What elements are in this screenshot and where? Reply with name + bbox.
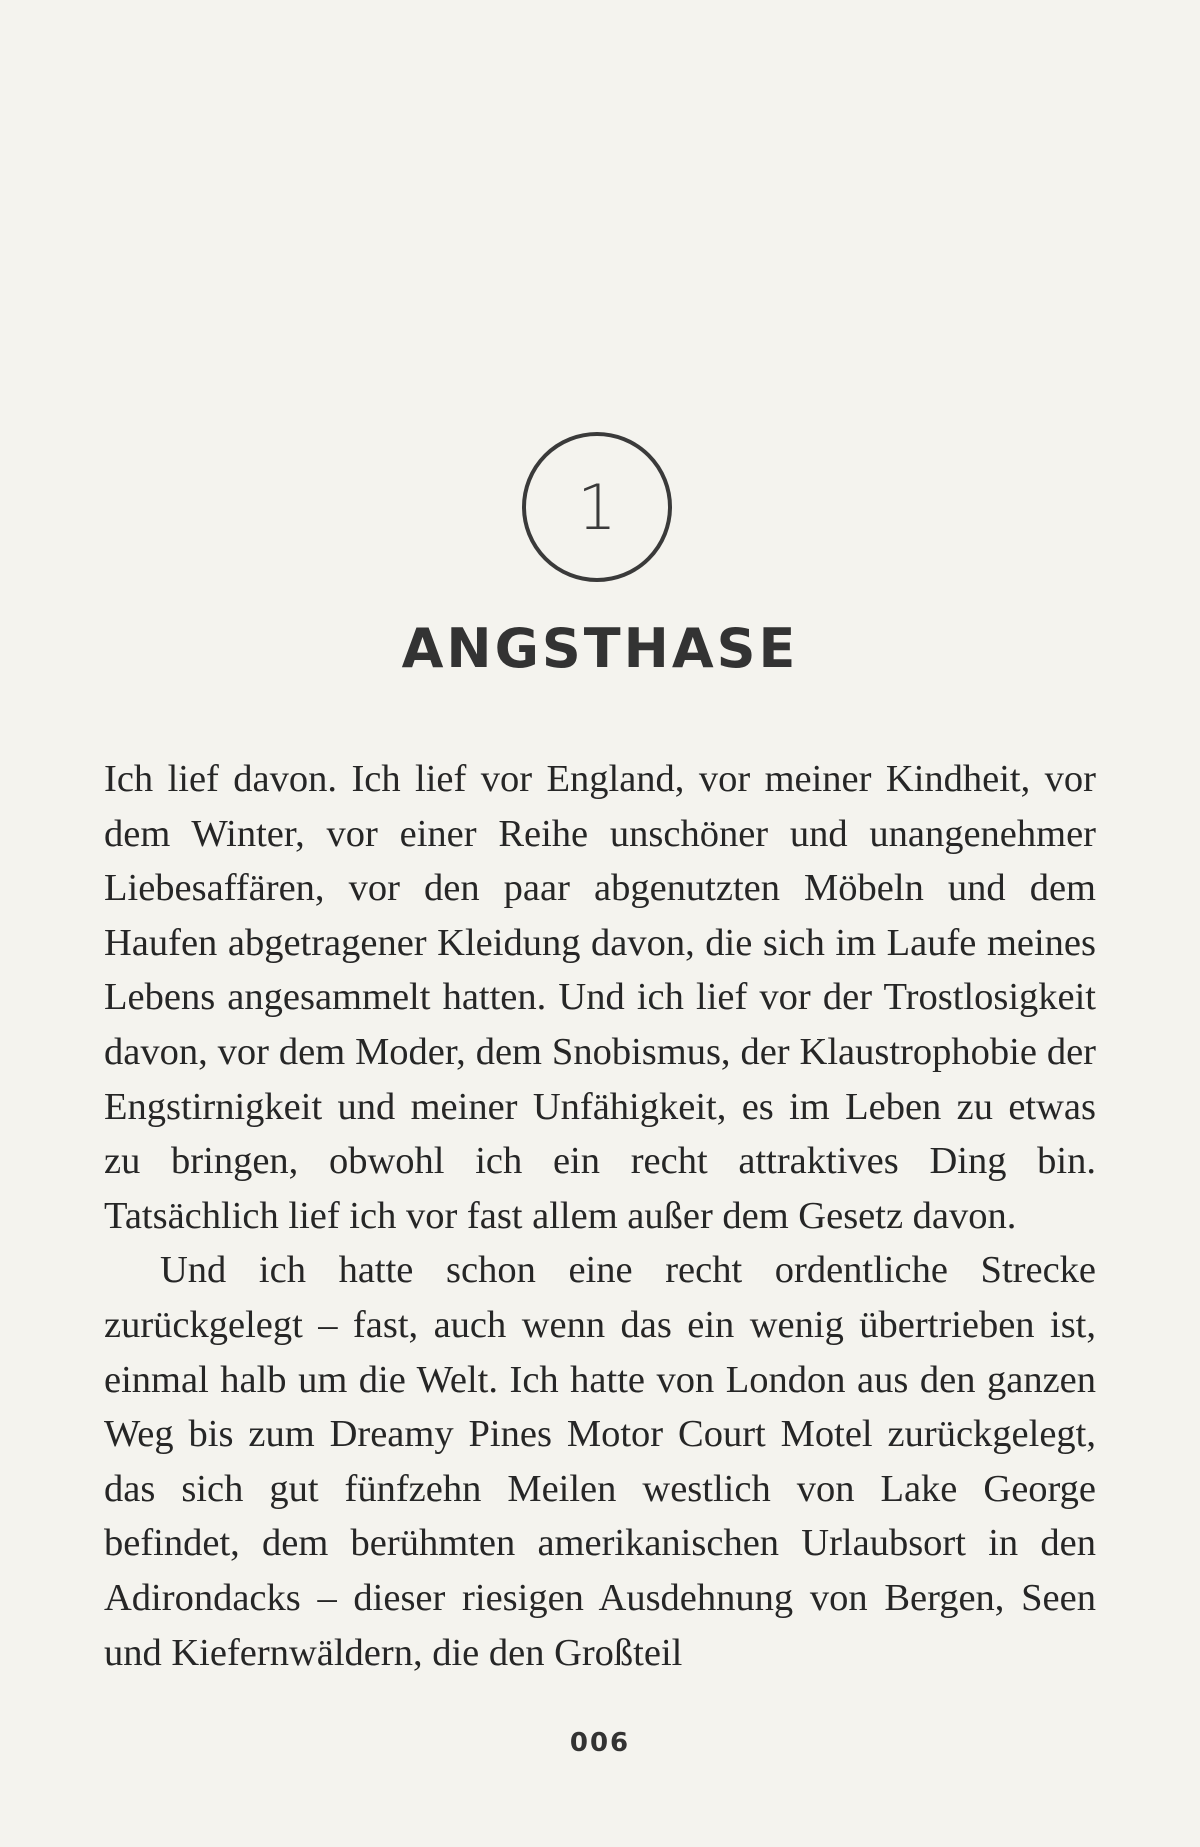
paragraph-2: Und ich hatte schon eine recht ordentliche Strecke zurückgelegt – fast, auch wenn das ein wenig übertrieben ist, einmal halb um die Welt. Ich hatte von London aus den ganzen Weg bis zum Dreamy Pines Motor Court Motel zurückgelegt, das sich gut fünfzehn Meilen westlich von Lake George befindet, dem berühmten amerikanischen Urlaubsort in den Adirondacks – dieser riesigen Ausdehnung von Bergen, Seen und Kiefernwäldern, die den Großteil [104,1249,1096,1674]
page-number: 006 [569,1728,631,1758]
chapter-number: 1 [577,471,617,544]
body-text [104,752,1096,1680]
paragraph-1: Ich lief davon. Ich lief vor England, vor meiner Kindheit, vor dem Winter, vor einer Reihe unschöner und unangenehmer Liebesaffären, vor den paar abgenutzten Möbeln und dem Haufen abgetragener Kleidung davon, die sich im Laufe meines Lebens angesammelt hatten. Und ich lief vor der Trostlosigkeit davon, vor dem Moder, dem Snobismus, der Klaustrophobie der Engstirnigkeit und meiner Unfähigkeit, es im Leben zu etwas zu bringen, obwohl ich ein recht attraktives Ding bin. Tatsächlich lief ich vor fast allem außer dem Gesetz davon. [104,758,1096,1237]
chapter-number-circle [522,432,672,582]
chapter-title: ANGSTHASE [401,617,799,680]
